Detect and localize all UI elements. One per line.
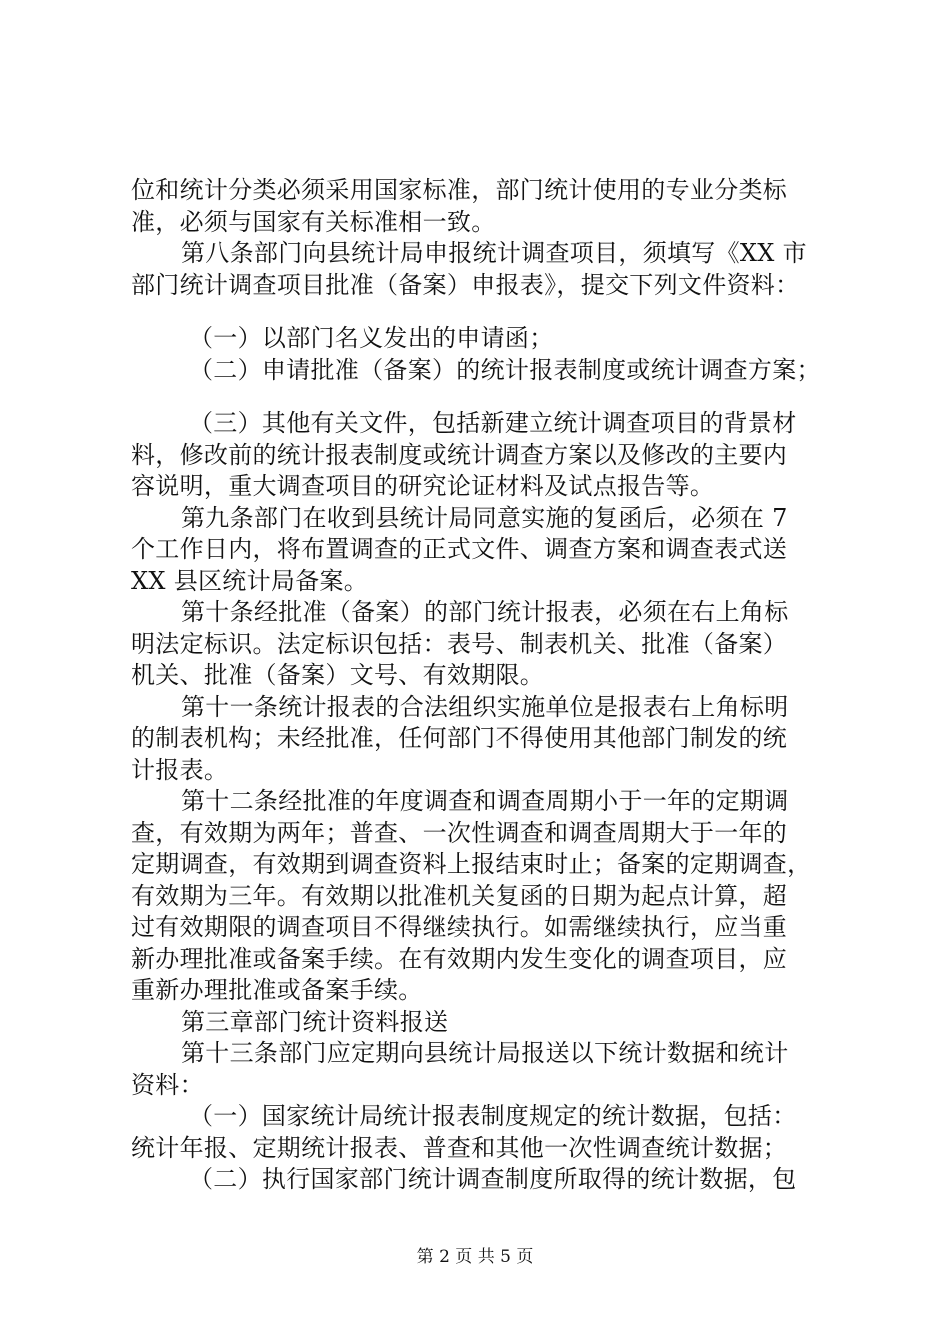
text-line: 料，修改前的统计报表制度或统计调查方案以及修改的主要内 — [131, 440, 788, 469]
text-line: 机关、批准（备案）文号、有效期限。 — [131, 661, 545, 689]
paragraph-gap — [131, 386, 831, 408]
text-line: 统计年报、定期统计报表、普查和其他一次性调查统计数据； — [131, 1133, 788, 1162]
text-line: 资料： — [131, 1070, 204, 1099]
chapter-heading: 第三章部门统计资料报送 — [181, 1007, 449, 1036]
text-line: （一）以部门名义发出的申请函； — [189, 324, 554, 352]
text-line: 准，必须与国家有关标准相一致。 — [131, 207, 496, 236]
text-line: 个工作日内，将布置调查的正式文件、调查方案和调查表式送 — [131, 535, 788, 563]
text-line: （二）执行国家部门统计调查制度所取得的统计数据，包 — [189, 1165, 797, 1193]
text-line: 过有效期限的调查项目不得继续执行。如需继续执行，应当重 — [131, 913, 788, 941]
text-line: 第十二条经批准的年度调查和调查周期小于一年的定期调 — [181, 787, 789, 815]
text-line: 有效期为三年。有效期以批准机关复函的日期为起点计算，超 — [131, 881, 788, 910]
text-line: （二）申请批准（备案）的统计报表制度或统计调查方案； — [189, 355, 821, 384]
text-line: 重新办理批准或备案手续。 — [131, 976, 423, 1004]
text-line: 第十三条部门应定期向县统计局报送以下统计数据和统计 — [181, 1039, 789, 1067]
text-line: 第十条经批准（备案）的部门统计报表，必须在右上角标 — [181, 598, 789, 626]
text-line: 部门统计调查项目批准（备案）申报表》，提交下列文件资料： — [131, 270, 800, 299]
text-line: 第八条部门向县统计局申报统计调查项目，须填写《XX 市 — [181, 239, 807, 267]
text-line: （一）国家统计局统计报表制度规定的统计数据，包括： — [189, 1102, 797, 1130]
text-line: 查，有效期为两年；普查、一次性调查和调查周期大于一年的 — [131, 818, 788, 847]
text-line: 第九条部门在收到县统计局同意实施的复函后，必须在 7 — [181, 503, 788, 532]
text-line: （三）其他有关文件，包括新建立统计调查项目的背景材 — [189, 409, 797, 437]
text-line: 的制表机构；未经批准，任何部门不得使用其他部门制发的统 — [131, 724, 788, 752]
text-line: 计报表。 — [131, 755, 229, 784]
text-line: 位和统计分类必须采用国家标准，部门统计使用的专业分类标 — [131, 176, 788, 204]
text-line: 明法定标识。法定标识包括：表号、制表机关、批准（备案） — [131, 629, 788, 658]
paragraph-gap — [131, 301, 831, 323]
page-number: 第 2 页 共 5 页 — [416, 1247, 534, 1267]
document-body — [131, 175, 831, 1196]
text-line: XX 县区统计局备案。 — [131, 566, 369, 595]
text-line: 第十一条统计报表的合法组织实施单位是报表右上角标明 — [181, 692, 789, 721]
text-line: 定期调查，有效期到调查资料上报结束时止；备案的定期调查， — [131, 850, 812, 878]
text-line: 容说明，重大调查项目的研究论证材料及试点报告等。 — [131, 472, 715, 500]
text-line: 新办理批准或备案手续。在有效期内发生变化的调查项目，应 — [131, 944, 788, 973]
